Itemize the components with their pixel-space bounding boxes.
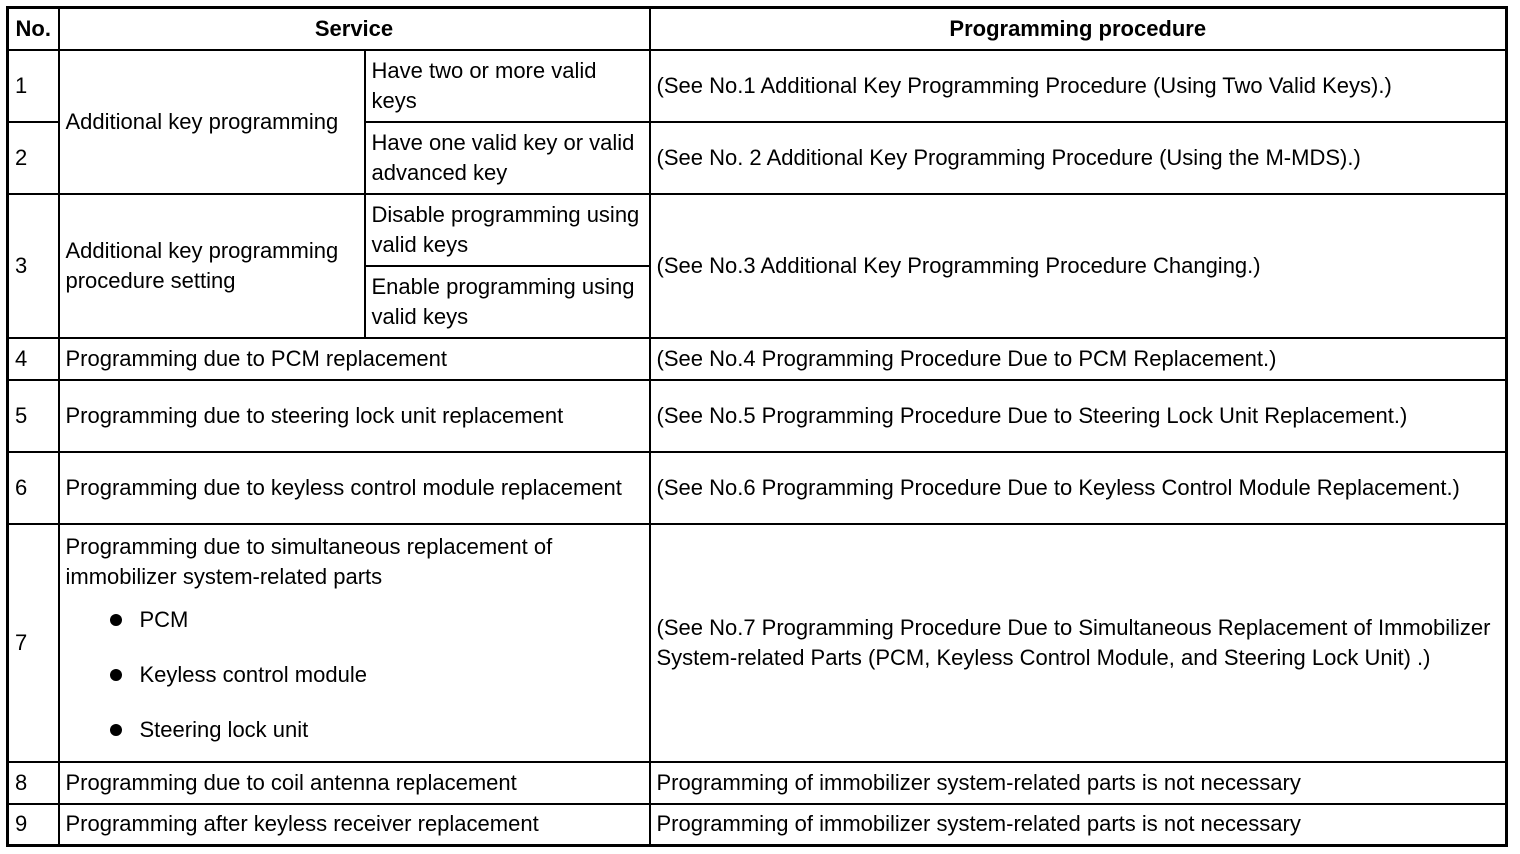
condition-cell: Have two or more valid keys bbox=[365, 50, 650, 122]
service-cell bbox=[59, 524, 650, 762]
procedure-cell: (See No.3 Additional Key Programming Procedure Changing.) bbox=[650, 194, 1507, 338]
service-cell: Programming after keyless receiver replacement bbox=[59, 804, 650, 846]
condition-cell: Enable programming using valid keys bbox=[365, 266, 650, 338]
row-no: 9 bbox=[8, 804, 59, 846]
header-service: Service bbox=[59, 8, 650, 50]
table-row bbox=[8, 804, 1507, 846]
row-no: 4 bbox=[8, 338, 59, 380]
service-text: Programming due to simultaneous replacement of immobilizer system-related parts bbox=[65, 534, 553, 589]
parts-list bbox=[66, 592, 643, 757]
table-row bbox=[8, 380, 1507, 452]
row-no: 8 bbox=[8, 762, 59, 804]
service-cell: Programming due to PCM replacement bbox=[59, 338, 650, 380]
header-no: No. bbox=[8, 8, 59, 50]
procedure-cell: (See No.1 Additional Key Programming Procedure (Using Two Valid Keys).) bbox=[650, 50, 1507, 122]
service-cell: Programming due to steering lock unit replacement bbox=[59, 380, 650, 452]
row-no: 3 bbox=[8, 194, 59, 338]
service-cell: Additional key programming bbox=[59, 50, 365, 194]
row-no: 1 bbox=[8, 50, 59, 122]
procedure-cell: Programming of immobilizer system-related parts is not necessary bbox=[650, 762, 1507, 804]
procedure-cell: (See No.6 Programming Procedure Due to Keyless Control Module Replacement.) bbox=[650, 452, 1507, 524]
programming-table bbox=[6, 6, 1508, 847]
table-row bbox=[8, 452, 1507, 524]
table-row bbox=[8, 762, 1507, 804]
procedure-cell: Programming of immobilizer system-related parts is not necessary bbox=[650, 804, 1507, 846]
condition-cell: Disable programming using valid keys bbox=[365, 194, 650, 266]
header-procedure: Programming procedure bbox=[650, 8, 1507, 50]
table-row bbox=[8, 524, 1507, 762]
row-no: 7 bbox=[8, 524, 59, 762]
row-no: 6 bbox=[8, 452, 59, 524]
service-cell: Additional key programming procedure setting bbox=[59, 194, 365, 338]
table-row bbox=[8, 338, 1507, 380]
list-item: PCM bbox=[106, 592, 643, 647]
procedure-cell: (See No.4 Programming Procedure Due to PCM Replacement.) bbox=[650, 338, 1507, 380]
procedure-cell: (See No. 2 Additional Key Programming Procedure (Using the M-MDS).) bbox=[650, 122, 1507, 194]
list-item: Keyless control module bbox=[106, 647, 643, 702]
header-row bbox=[8, 8, 1507, 50]
list-item: Steering lock unit bbox=[106, 702, 643, 757]
row-no: 5 bbox=[8, 380, 59, 452]
procedure-cell: (See No.7 Programming Procedure Due to Simultaneous Replacement of Immobilizer System-related Parts (PCM, Keyless Control Module, and Steering Lock Unit) .) bbox=[650, 524, 1507, 762]
procedure-cell: (See No.5 Programming Procedure Due to Steering Lock Unit Replacement.) bbox=[650, 380, 1507, 452]
service-cell: Programming due to coil antenna replacement bbox=[59, 762, 650, 804]
service-cell: Programming due to keyless control module replacement bbox=[59, 452, 650, 524]
table-row bbox=[8, 194, 1507, 266]
table-row bbox=[8, 50, 1507, 122]
condition-cell: Have one valid key or valid advanced key bbox=[365, 122, 650, 194]
row-no: 2 bbox=[8, 122, 59, 194]
